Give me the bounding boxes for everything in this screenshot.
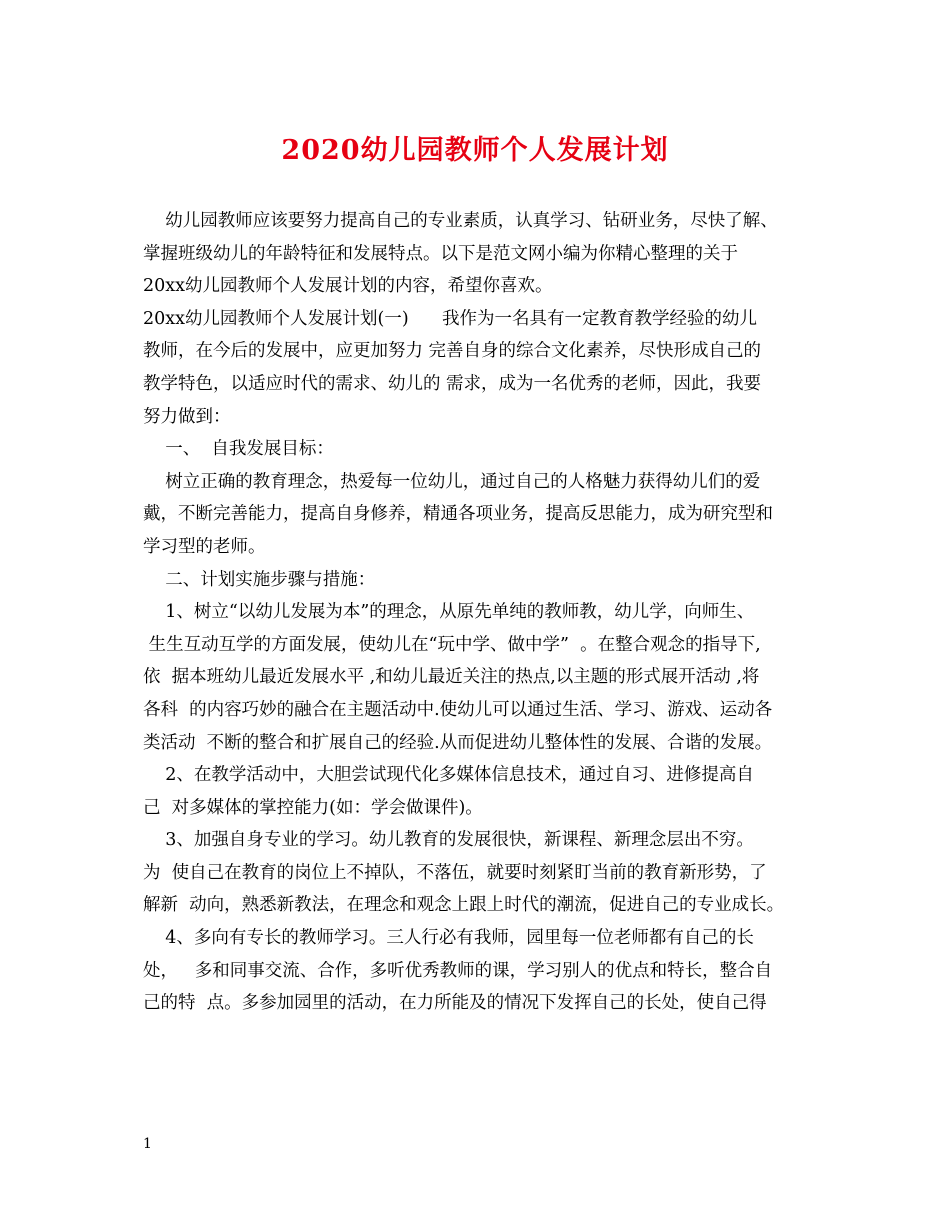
body-line: 20xx幼儿园教师个人发展计划的内容，希望你喜欢。 (143, 276, 553, 297)
document-body (143, 205, 811, 1020)
body-line: 4、多向有专长的教师学习。三人行必有我师，园里每一位老师都有自己的长 (143, 928, 754, 949)
body-line: 努力做到： (143, 406, 231, 427)
body-line: 己 对多媒体的掌控能力(如：学会做课件)。 (143, 797, 483, 818)
body-line: 树立正确的教育理念，热爱每一位幼儿，通过自己的人格魅力获得幼儿们的爱 (143, 471, 761, 492)
body-line: 解新 动向，熟悉新教法，在理念和观念上跟上时代的潮流，促进自己的专业成长。 (143, 895, 785, 916)
section-heading: 一、 自我发展目标： (143, 439, 334, 460)
body-line: 生生互动互学的方面发展，使幼儿在“玩中学、做中学” 。在整合观念的指导下, (143, 634, 761, 655)
body-line: 为 使自己在教育的岗位上不掉队，不落伍，就要时刻紧盯当前的教育新形势，了 (143, 862, 767, 883)
body-line: 20xx幼儿园教师个人发展计划(一) 我作为一名具有一定教育教学经验的幼儿 (143, 308, 758, 329)
body-line: 己的特 点。多参加园里的活动，在力所能及的情况下发挥自己的长处，使自己得 (143, 993, 767, 1014)
body-line: 依 据本班幼儿最近发展水平 ,和幼儿最近关注的热点,以主题的形式展开活动 ,将 (143, 667, 760, 688)
body-line: 戴，不断完善能力，提高自身修养，精通各项业务，提高反思能力，成为研究型和 (143, 504, 773, 525)
body-line: 1、树立“以幼儿发展为本”的理念，从原先单纯的教师教，幼儿学，向师生、 (143, 602, 755, 623)
body-line: 幼儿园教师应该要努力提高自己的专业素质，认真学习、钻研业务，尽快了解、 (143, 211, 778, 231)
document-title: 2020幼儿园教师个人发展计划 (281, 135, 669, 166)
body-line: 3、加强自身专业的学习。幼儿教育的发展很快，新课程、新理念层出不穷。 (143, 830, 754, 851)
body-line: 2、在教学活动中，大胆尝试现代化多媒体信息技术，通过自习、进修提高自 (143, 765, 754, 786)
section-heading: 二、计划实施步骤与措施： (143, 569, 376, 590)
page-number: 1 (143, 1136, 152, 1152)
body-line: 学习型的老师。 (143, 536, 266, 557)
body-line: 教师，在今后的发展中，应更加努力 完善自身的综合文化素养，尽快形成自己的 (143, 341, 762, 362)
body-line: 类活动 不断的整合和扩展自己的经验.从而促进幼儿整体性的发展、合谐的发展。 (143, 732, 773, 753)
body-line: 各科 的内容巧妙的融合在主题活动中.使幼儿可以通过生活、学习、游戏、运动各 (143, 699, 773, 720)
body-line: 掌握班级幼儿的年龄特征和发展特点。以下是范文网小编为你精心整理的关于 (143, 243, 738, 264)
body-line: 教学特色，以适应时代的需求、幼儿的 需求，成为一名优秀的老师，因此，我要 (143, 373, 762, 394)
body-line: 处， 多和同事交流、合作，多听优秀教师的课，学习别人的优点和特长，整合自 (143, 960, 773, 981)
